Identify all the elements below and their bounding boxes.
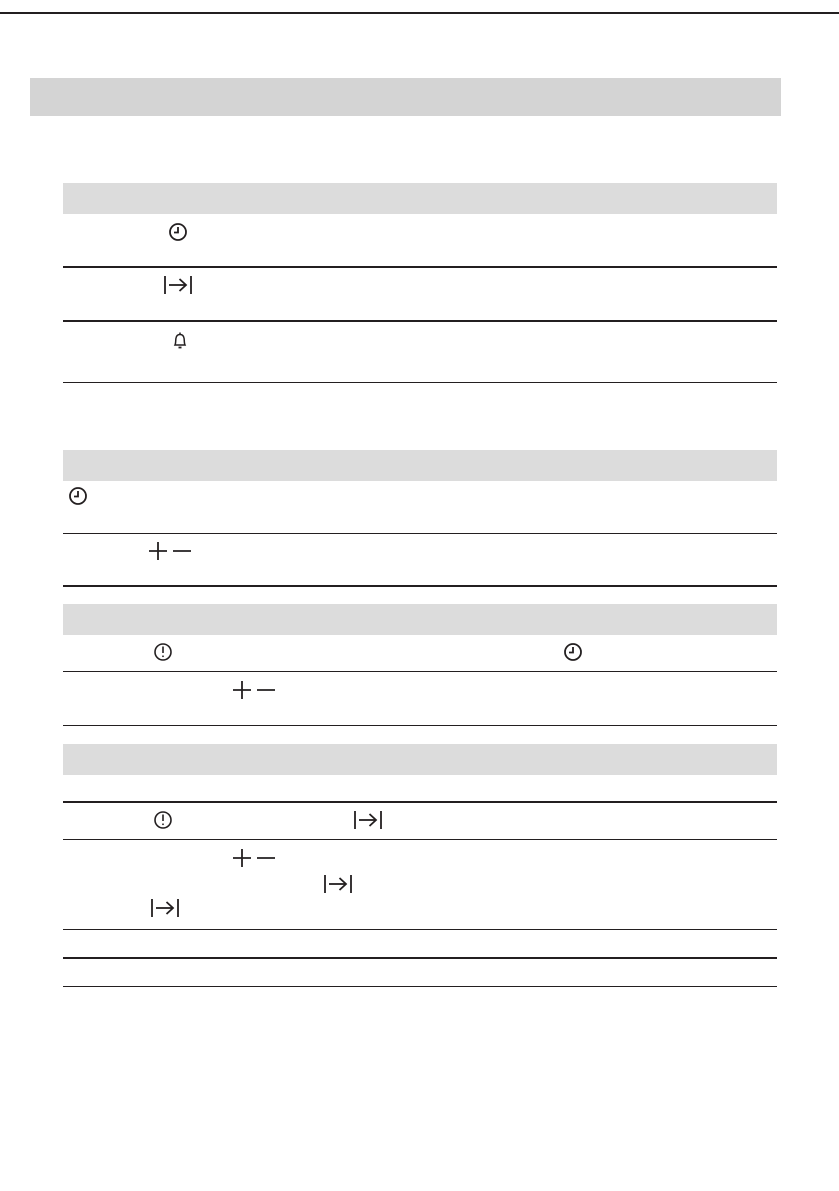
table-1-row-divider <box>63 266 777 268</box>
table-2-header <box>63 450 777 481</box>
section-title-bar <box>30 78 781 116</box>
table-2-bottom-rule <box>63 585 777 587</box>
table-1-row-divider <box>63 320 777 322</box>
skip-to-end-icon <box>353 810 383 830</box>
plus-minus-icon <box>148 541 192 561</box>
skip-to-end-icon <box>323 874 353 894</box>
top-rule <box>0 12 839 14</box>
clock-icon <box>68 486 88 506</box>
plus-minus-icon <box>232 848 276 868</box>
table-4-row-divider <box>63 801 777 803</box>
skip-to-end-icon <box>150 898 180 918</box>
plus-minus-icon <box>232 680 276 700</box>
table-2-row-divider <box>63 533 777 534</box>
table-3-row-divider <box>63 671 777 672</box>
clock-icon <box>563 642 583 662</box>
table-4-header <box>63 744 777 775</box>
table-4-row-divider <box>63 839 777 840</box>
bell-icon <box>170 331 190 351</box>
table-3-bottom-rule <box>63 725 777 726</box>
table-4-bottom-rule <box>63 986 777 987</box>
table-4-row-divider <box>63 957 777 959</box>
table-1-header <box>63 183 777 214</box>
power-timer-icon <box>153 810 173 830</box>
skip-to-end-icon <box>163 275 193 295</box>
clock-icon <box>168 222 188 242</box>
table-4-row-divider <box>63 929 777 930</box>
power-timer-icon <box>153 642 173 662</box>
table-3-header <box>63 604 777 635</box>
table-1-bottom-rule <box>63 382 777 383</box>
